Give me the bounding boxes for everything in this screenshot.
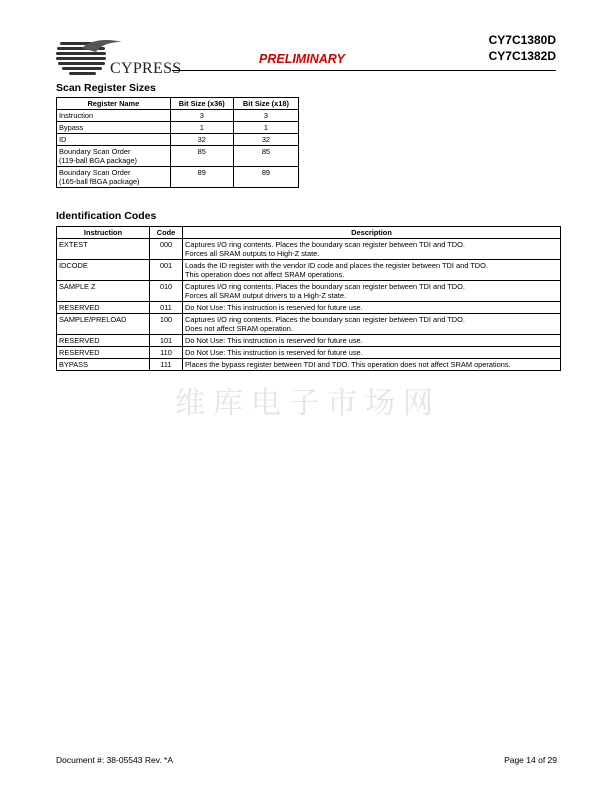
cell-line: Loads the ID register with the vendor ID code and places the register between TDI and TDO.: [185, 261, 488, 270]
bit-size-x36-cell: 32: [170, 134, 233, 146]
table-row: [57, 335, 561, 347]
bit-size-x18-cell: 1: [233, 122, 298, 134]
watermark: 维库电子市场网: [175, 386, 441, 421]
part-number-2: CY7C1382D: [488, 49, 556, 63]
cell-line: ID: [59, 135, 67, 144]
identification-codes-heading: Identification Codes: [56, 210, 157, 222]
cell-line: Captures I/O ring contents. Places the boundary scan register between TDI and TDO.: [185, 240, 465, 249]
part-number-1: CY7C1380D: [488, 33, 556, 47]
description-cell: [183, 239, 561, 260]
code-cell: 111: [150, 359, 183, 371]
description-cell: [183, 260, 561, 281]
code-cell: 000: [150, 239, 183, 260]
code-cell: 100: [150, 314, 183, 335]
column-header: Instruction: [57, 227, 150, 239]
column-header: Description: [183, 227, 561, 239]
table-row: [57, 146, 299, 167]
cell-line: (165-ball fBGA package): [59, 177, 140, 186]
instruction-cell: BYPASS: [57, 359, 150, 371]
scan-register-heading: Scan Register Sizes: [56, 82, 156, 94]
cell-line: Places the bypass register between TDI and TDO. This operation does not affect SRAM operations.: [185, 360, 511, 369]
description-cell: [183, 335, 561, 347]
scan-register-table: [56, 97, 299, 188]
code-cell: 011: [150, 302, 183, 314]
instruction-cell: RESERVED: [57, 335, 150, 347]
instruction-cell: RESERVED: [57, 347, 150, 359]
column-header: Code: [150, 227, 183, 239]
table-header-row: [57, 98, 299, 110]
instruction-cell: SAMPLE Z: [57, 281, 150, 302]
page-number: Page 14 of 29: [504, 755, 557, 765]
register-name-cell: [57, 122, 171, 134]
cell-line: Forces all SRAM outputs to High-Z state.: [185, 249, 320, 258]
description-cell: [183, 347, 561, 359]
cell-line: Do Not Use: This instruction is reserved for future use.: [185, 303, 363, 312]
table-row: [57, 359, 561, 371]
bit-size-x18-cell: 3: [233, 110, 298, 122]
instruction-cell: IDCODE: [57, 260, 150, 281]
cell-line: Does not affect SRAM operation.: [185, 324, 293, 333]
bit-size-x18-cell: 85: [233, 146, 298, 167]
column-header: Register Name: [57, 98, 171, 110]
code-cell: 110: [150, 347, 183, 359]
table-row: [57, 110, 299, 122]
bit-size-x36-cell: 85: [170, 146, 233, 167]
table-row: [57, 347, 561, 359]
cell-line: Do Not Use: This instruction is reserved for future use.: [185, 348, 363, 357]
cell-line: Captures I/O ring contents. Places the boundary scan register between TDI and TDO.: [185, 315, 465, 324]
instruction-cell: SAMPLE/PRELOAD: [57, 314, 150, 335]
column-header: Bit Size (x18): [233, 98, 298, 110]
table-row: [57, 260, 561, 281]
description-cell: [183, 314, 561, 335]
table-row: [57, 302, 561, 314]
cell-line: Do Not Use: This instruction is reserved for future use.: [185, 336, 363, 345]
cell-line: Forces all SRAM output drivers to a High-Z state.: [185, 291, 347, 300]
instruction-cell: RESERVED: [57, 302, 150, 314]
document-number: Document #: 38-05543 Rev. *A: [56, 755, 174, 765]
register-name-cell: [57, 146, 171, 167]
register-name-cell: [57, 167, 171, 188]
bit-size-x18-cell: 32: [233, 134, 298, 146]
description-cell: [183, 359, 561, 371]
description-cell: [183, 281, 561, 302]
cell-line: Captures I/O ring contents. Places the boundary scan register between TDI and TDO.: [185, 282, 465, 291]
preliminary-label: PRELIMINARY: [259, 52, 345, 66]
cell-line: Bypass: [59, 123, 84, 132]
code-cell: 101: [150, 335, 183, 347]
table-row: [57, 314, 561, 335]
cell-line: (119-ball BGA package): [59, 156, 137, 165]
description-cell: [183, 302, 561, 314]
table-row: [57, 122, 299, 134]
column-header: Bit Size (x36): [170, 98, 233, 110]
bit-size-x36-cell: 3: [170, 110, 233, 122]
logo-wordmark: CYPRESS: [110, 60, 182, 77]
table-row: [57, 167, 299, 188]
identification-codes-table: [56, 226, 561, 371]
cell-line: Boundary Scan Order: [59, 147, 131, 156]
instruction-cell: EXTEST: [57, 239, 150, 260]
code-cell: 010: [150, 281, 183, 302]
header-rule: [172, 70, 556, 71]
cell-line: Boundary Scan Order: [59, 168, 131, 177]
cypress-logo: [56, 34, 186, 78]
cell-line: This operation does not affect SRAM operations.: [185, 270, 345, 279]
register-name-cell: [57, 110, 171, 122]
page-header: [52, 30, 560, 78]
bit-size-x18-cell: 89: [233, 167, 298, 188]
cell-line: Instruction: [59, 111, 94, 120]
register-name-cell: [57, 134, 171, 146]
bit-size-x36-cell: 1: [170, 122, 233, 134]
bit-size-x36-cell: 89: [170, 167, 233, 188]
table-row: [57, 134, 299, 146]
table-row: [57, 281, 561, 302]
table-row: [57, 239, 561, 260]
code-cell: 001: [150, 260, 183, 281]
table-header-row: [57, 227, 561, 239]
